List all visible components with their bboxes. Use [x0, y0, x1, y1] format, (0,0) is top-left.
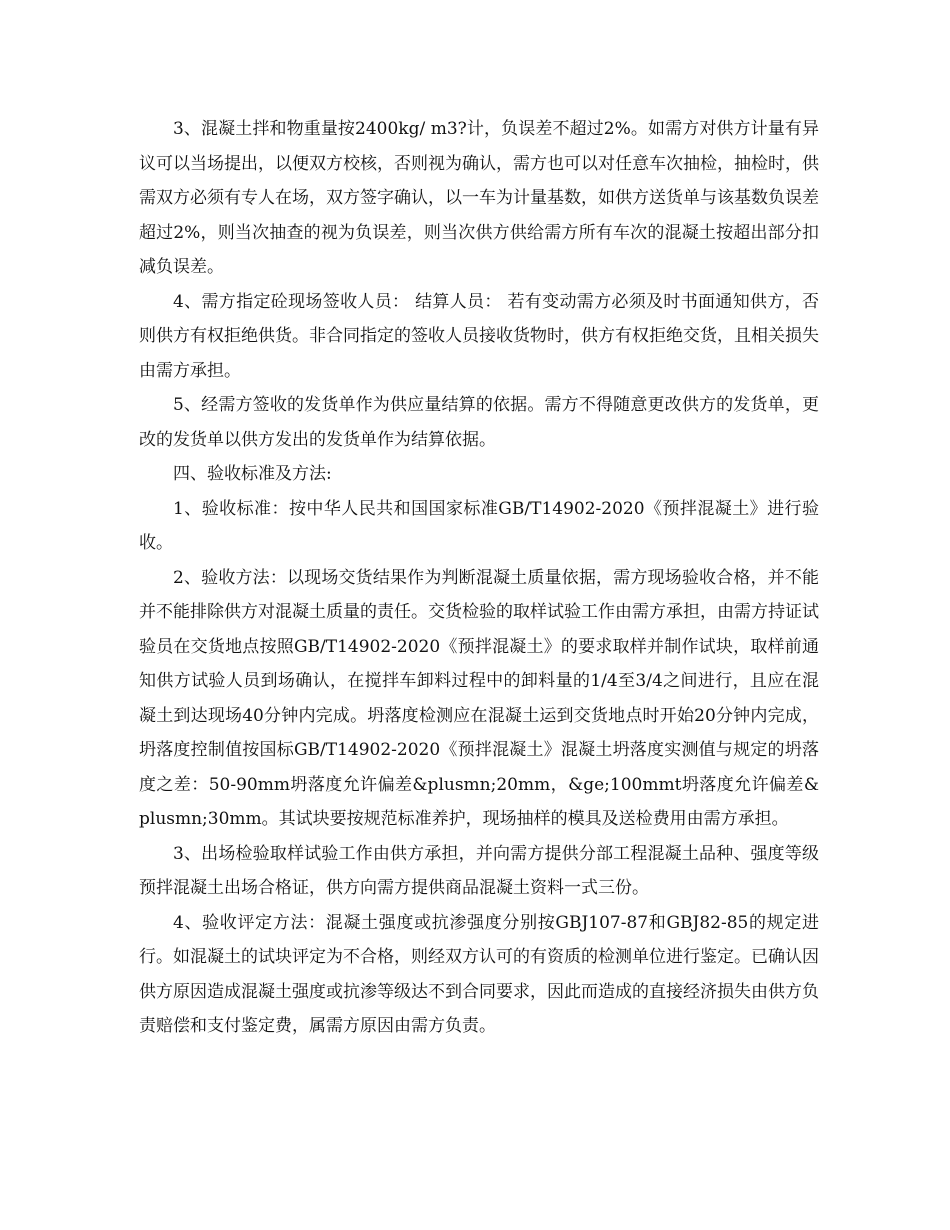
document-body	[139, 112, 819, 1044]
paragraph-evaluation-method: 4、验收评定方法：混凝土强度或抗渗强度分别按GBJ107-87和GBJ82-85的规定进行。如混凝土的试块评定为不合格，则经双方认可的有资质的检测单位进行鉴定。已确认因供方原因造成混凝土强度或抗渗等级达不到合同要求，因此而造成的直接经济损失由供方负责赔偿和支付鉴定费，属需方原因由需方负责。	[139, 912, 819, 1036]
section-heading-acceptance: 四、验收标准及方法:	[173, 464, 332, 484]
paragraph-signatory-clause: 4、需方指定砼现场签收人员： 结算人员： 若有变动需方必须及时书面通知供方，否则供方有权拒绝供货。非合同指定的签收人员接收货物时，供方有权拒绝交货，且相关损失由需方承担。	[139, 291, 819, 381]
paragraph-acceptance-standard: 1、验收标准：按中华人民共和国国家标准GB/T14902-2020《预拌混凝土》进行验收。	[139, 498, 819, 553]
paragraph-weight-clause: 3、混凝土拌和物重量按2400kg/ m3?计，负误差不超过2%。如需方对供方计量有异议可以当场提出，以便双方校核，否则视为确认，需方也可以对任意车次抽检，抽检时，供需双方必须有专人在场，双方签字确认，以一车为计量基数，如供方送货单与该基数负误差超过2%，则当次抽查的视为负误差，则当次供方供给需方所有车次的混凝土按超出部分扣减负误差。	[139, 119, 819, 277]
paragraph-settlement-clause: 5、经需方签收的发货单作为供应量结算的依据。需方不得随意更改供方的发货单，更改的发货单以供方发出的发货单作为结算依据。	[139, 395, 819, 450]
paragraph-outgoing-inspection: 3、出场检验取样试验工作由供方承担，并向需方提供分部工程混凝土品种、强度等级预拌混凝土出场合格证，供方向需方提供商品混凝土资料一式三份。	[139, 843, 819, 898]
paragraph-acceptance-method: 2、验收方法：以现场交货结果作为判断混凝土质量依据，需方现场验收合格，并不能并不能排除供方对混凝土质量的责任。交货检验的取样试验工作由需方承担，由需方持证试验员在交货地点按照GB/T14902-2020《预拌混凝土》的要求取样并制作试块，取样前通知供方试验人员到场确认，在搅拌车卸料过程中的卸料量的1/4至3/4之间进行，且应在混凝土到达现场40分钟内完成。坍落度检测应在混凝土运到交货地点时开始20分钟内完成，坍落度控制值按国标GB/T14902-2020《预拌混凝土》混凝土坍落度实测值与规定的坍落度之差：50-90mm坍落度允许偏差&plusmn;20mm，&ge;100mmt坍落度允许偏差&plusmn;30mm。其试块要按规范标准养护，现场抽样的模具及送检费用由需方承担。	[139, 567, 819, 829]
